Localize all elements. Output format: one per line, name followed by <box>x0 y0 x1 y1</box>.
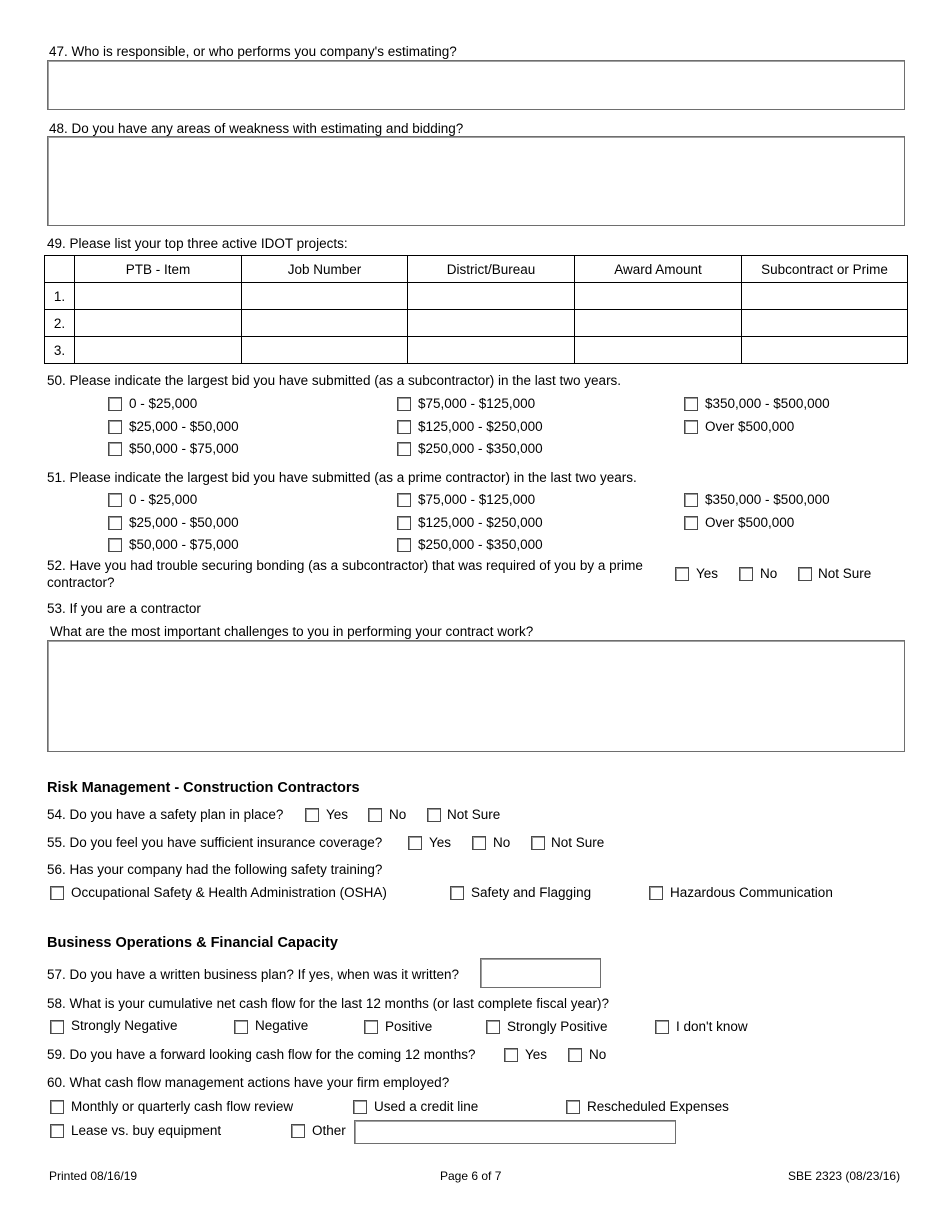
q52-label: 52. Have you had trouble securing bonding (as a subcontractor) that was required of you by a prime <box>47 558 643 573</box>
q52-not-sure-checkbox[interactable] <box>798 567 812 581</box>
q50-option-label: Over $500,000 <box>705 419 795 434</box>
q48-label: 48. Do you have any areas of weakness with estimating and bidding? <box>49 121 464 136</box>
q60-option-label: Lease vs. buy equipment <box>71 1123 222 1138</box>
q55-label: 55. Do you feel you have sufficient insurance coverage? <box>47 835 383 850</box>
table-cell-input[interactable] <box>408 310 575 337</box>
q50-option-label: $250,000 - $350,000 <box>418 441 543 456</box>
q54-not-sure-label: Not Sure <box>447 807 501 822</box>
q50-option-label: $125,000 - $250,000 <box>418 419 543 434</box>
table-cell-input[interactable] <box>742 337 908 364</box>
q51-option-label: Over $500,000 <box>705 515 795 530</box>
q60-option-label: Used a credit line <box>374 1099 479 1114</box>
projects-table <box>44 255 908 364</box>
column-header: District/Bureau <box>408 256 575 283</box>
q58-label: 58. What is your cumulative net cash flow for the last 12 months (or last complete fiscal year)? <box>47 996 609 1011</box>
table-row <box>45 283 908 310</box>
q56-hazcom-checkbox[interactable] <box>649 886 663 900</box>
column-header: Job Number <box>242 256 408 283</box>
q60-option-label: Monthly or quarterly cash flow review <box>71 1099 294 1114</box>
q54-yes-label: Yes <box>326 807 349 822</box>
table-cell-input[interactable] <box>575 283 742 310</box>
row-number: 2. <box>45 310 75 337</box>
q51-checkbox[interactable] <box>108 516 122 530</box>
q51-option-label: $350,000 - $500,000 <box>705 492 830 507</box>
q51-checkbox[interactable] <box>108 493 122 507</box>
table-cell-input[interactable] <box>75 337 242 364</box>
q59-label: 59. Do you have a forward looking cash flow for the coming 12 months? <box>47 1047 476 1062</box>
q51-checkbox[interactable] <box>108 538 122 552</box>
table-cell-input[interactable] <box>742 310 908 337</box>
q55-not-sure-label: Not Sure <box>551 835 605 850</box>
q52-yes-checkbox[interactable] <box>675 567 689 581</box>
q51-checkbox[interactable] <box>397 516 411 530</box>
q52-not-sure-label: Not Sure <box>818 566 872 581</box>
table-cell-input[interactable] <box>242 283 408 310</box>
row-number: 3. <box>45 337 75 364</box>
q51-checkbox[interactable] <box>684 493 698 507</box>
q51-option-label: 0 - $25,000 <box>129 492 198 507</box>
q60-checkbox[interactable] <box>50 1100 64 1114</box>
q50-option-label: 0 - $25,000 <box>129 396 198 411</box>
table-cell-input[interactable] <box>242 310 408 337</box>
q50-label: 50. Please indicate the largest bid you have submitted (as a subcontractor) in the last two years. <box>47 373 622 388</box>
q52-yes-label: Yes <box>696 566 719 581</box>
q60-option-label: Rescheduled Expenses <box>587 1099 729 1114</box>
q60-other-checkbox[interactable] <box>291 1124 305 1138</box>
q51-checkbox[interactable] <box>684 516 698 530</box>
q47-input[interactable] <box>47 60 905 110</box>
q51-option-label: $250,000 - $350,000 <box>418 537 543 552</box>
q60-label: 60. What cash flow management actions have your firm employed? <box>47 1075 450 1090</box>
table-cell-input[interactable] <box>408 337 575 364</box>
q50-checkbox[interactable] <box>684 420 698 434</box>
biz-heading: Business Operations & Financial Capacity <box>47 935 338 951</box>
q53-input[interactable] <box>47 640 905 752</box>
table-row <box>45 337 908 364</box>
q55-no-label: No <box>493 835 511 850</box>
q50-option-label: $75,000 - $125,000 <box>418 396 536 411</box>
q50-checkbox[interactable] <box>397 420 411 434</box>
q58-option-label: Negative <box>255 1018 309 1033</box>
q52-label-continued: contractor? <box>47 575 115 590</box>
q58-checkbox[interactable] <box>655 1020 669 1034</box>
q55-no-checkbox[interactable] <box>472 836 486 850</box>
q53-label: 53. If you are a contractor <box>47 601 201 616</box>
table-cell-input[interactable] <box>75 310 242 337</box>
q50-checkbox[interactable] <box>684 397 698 411</box>
q60-other-label: Other <box>312 1123 346 1138</box>
table-cell-input[interactable] <box>742 283 908 310</box>
q55-yes-label: Yes <box>429 835 452 850</box>
q54-yes-checkbox[interactable] <box>305 808 319 822</box>
q56-osha-checkbox[interactable] <box>50 886 64 900</box>
q56-label: 56. Has your company had the following safety training? <box>47 862 383 877</box>
q58-checkbox[interactable] <box>364 1020 378 1034</box>
page-number: Page 6 of 7 <box>440 1169 502 1183</box>
q57-input[interactable] <box>480 958 601 988</box>
table-cell-input[interactable] <box>408 283 575 310</box>
q54-no-label: No <box>389 807 407 822</box>
q59-yes-checkbox[interactable] <box>504 1048 518 1062</box>
table-row <box>45 310 908 337</box>
q50-checkbox[interactable] <box>108 420 122 434</box>
q58-checkbox[interactable] <box>50 1020 64 1034</box>
column-header: PTB - Item <box>75 256 242 283</box>
q60-other-input[interactable] <box>354 1120 676 1144</box>
table-cell-input[interactable] <box>575 310 742 337</box>
printed-date: Printed 08/16/19 <box>49 1169 138 1183</box>
q50-checkbox[interactable] <box>108 397 122 411</box>
table-cell-input[interactable] <box>242 337 408 364</box>
q50-option-label: $50,000 - $75,000 <box>129 441 239 456</box>
q58-option-label: Strongly Negative <box>71 1018 178 1033</box>
column-header: Award Amount <box>575 256 742 283</box>
q50-option-label: $350,000 - $500,000 <box>705 396 830 411</box>
q50-checkbox[interactable] <box>397 397 411 411</box>
q58-checkbox[interactable] <box>234 1020 248 1034</box>
q56-osha-label: Occupational Safety & Health Administration (OSHA) <box>71 885 387 900</box>
q50-option-label: $25,000 - $50,000 <box>129 419 239 434</box>
q49-label: 49. Please list your top three active IDOT projects: <box>47 236 348 251</box>
column-header: Subcontract or Prime <box>742 256 908 283</box>
q53-sublabel: What are the most important challenges to you in performing your contract work? <box>50 624 534 639</box>
q55-yes-checkbox[interactable] <box>408 836 422 850</box>
row-number: 1. <box>45 283 75 310</box>
table-cell-input[interactable] <box>575 337 742 364</box>
q60-checkbox[interactable] <box>566 1100 580 1114</box>
q52-no-checkbox[interactable] <box>739 567 753 581</box>
q58-option-label: I don't know <box>676 1019 748 1034</box>
q50-checkbox[interactable] <box>397 442 411 456</box>
q56-flagging-checkbox[interactable] <box>450 886 464 900</box>
q56-hazcom-label: Hazardous Communication <box>670 885 833 900</box>
q58-checkbox[interactable] <box>486 1020 500 1034</box>
table-cell-input[interactable] <box>75 283 242 310</box>
risk-heading: Risk Management - Construction Contractors <box>47 780 360 796</box>
q59-no-checkbox[interactable] <box>568 1048 582 1062</box>
q60-checkbox[interactable] <box>353 1100 367 1114</box>
q51-option-label: $25,000 - $50,000 <box>129 515 239 530</box>
q51-label: 51. Please indicate the largest bid you have submitted (as a prime contractor) in the last two years. <box>47 470 637 485</box>
q51-option-label: $50,000 - $75,000 <box>129 537 239 552</box>
q48-input[interactable] <box>47 136 905 226</box>
q51-option-label: $125,000 - $250,000 <box>418 515 543 530</box>
q55-not-sure-checkbox[interactable] <box>531 836 545 850</box>
q58-option-label: Strongly Positive <box>507 1019 608 1034</box>
q54-no-checkbox[interactable] <box>368 808 382 822</box>
q50-checkbox[interactable] <box>108 442 122 456</box>
table-header-row <box>45 256 908 283</box>
q56-flagging-label: Safety and Flagging <box>471 885 592 900</box>
table-corner-cell <box>45 256 75 283</box>
q59-no-label: No <box>589 1047 607 1062</box>
q51-checkbox[interactable] <box>397 538 411 552</box>
q47-label: 47. Who is responsible, or who performs you company's estimating? <box>49 44 457 59</box>
q54-label: 54. Do you have a safety plan in place? <box>47 807 284 822</box>
q57-label: 57. Do you have a written business plan? If yes, when was it written? <box>47 967 459 982</box>
form-number: SBE 2323 (08/23/16) <box>788 1169 901 1183</box>
q52-no-label: No <box>760 566 778 581</box>
q59-yes-label: Yes <box>525 1047 548 1062</box>
q51-checkbox[interactable] <box>397 493 411 507</box>
q51-option-label: $75,000 - $125,000 <box>418 492 536 507</box>
q58-option-label: Positive <box>385 1019 433 1034</box>
q60-checkbox[interactable] <box>50 1124 64 1138</box>
q54-not-sure-checkbox[interactable] <box>427 808 441 822</box>
